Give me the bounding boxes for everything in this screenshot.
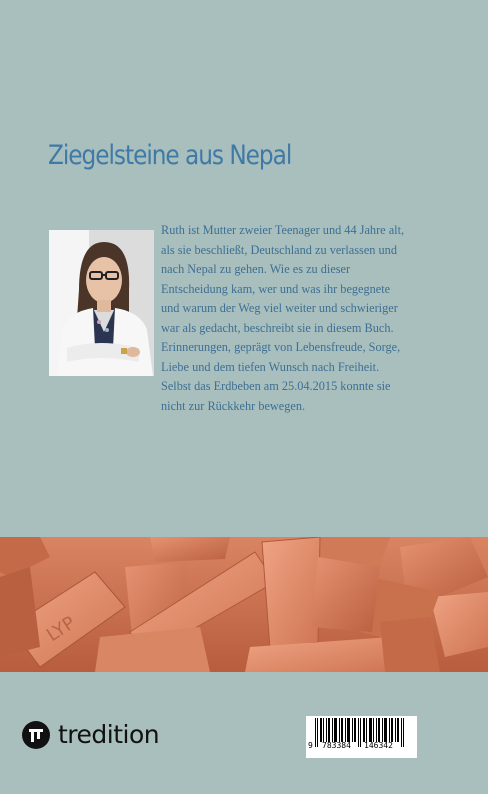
blurb-line: Entscheidung kam, wer und was ihr begegnete (161, 281, 391, 296)
svg-text:LYP: LYP (43, 612, 80, 647)
isbn-barcode (306, 716, 417, 758)
blurb-line: Ruth ist Mutter zweier Teenager und 44 Jahre alt, (161, 223, 405, 237)
publisher-name: tredition (58, 720, 160, 749)
blurb-line: nicht zur Rückkehr bewegen. (161, 398, 306, 413)
blurb-line: war als gedacht, beschreibt sie in diesem Buch. (161, 320, 394, 335)
tredition-logo-glyph (22, 721, 50, 749)
brick-pile-image (0, 537, 488, 672)
blurb-line: Erinnerungen, geprägt von Lebensfreude, Sorge, (161, 340, 401, 354)
book-title: Ziegelsteine aus Nepal (48, 140, 292, 171)
barcode-digit-group: 146342 (364, 741, 393, 750)
tredition-logo-icon (22, 721, 50, 749)
blurb-line: nach Nepal zu gehen. Wie es zu dieser (161, 262, 351, 276)
publisher-logo (22, 720, 159, 749)
barcode-bars (306, 716, 417, 758)
author-portrait-illustration (49, 230, 154, 376)
blurb-line: Liebe und dem tiefen Wunsch nach Freiheit. (161, 359, 380, 374)
barcode-digit-group: 783384 (322, 741, 351, 750)
blurb-line: Selbst das Erdbeben am 25.04.2015 konnte sie (161, 379, 391, 393)
barcode-digit-group: 9 (308, 741, 313, 750)
blurb-line: als sie beschließt, Deutschland zu verlassen und (161, 242, 397, 257)
book-blurb (161, 221, 431, 416)
blurb-line: und warum der Weg viel weiter und schwieriger (161, 301, 398, 315)
brick-pile-illustration (0, 537, 488, 672)
author-photo (49, 230, 154, 376)
